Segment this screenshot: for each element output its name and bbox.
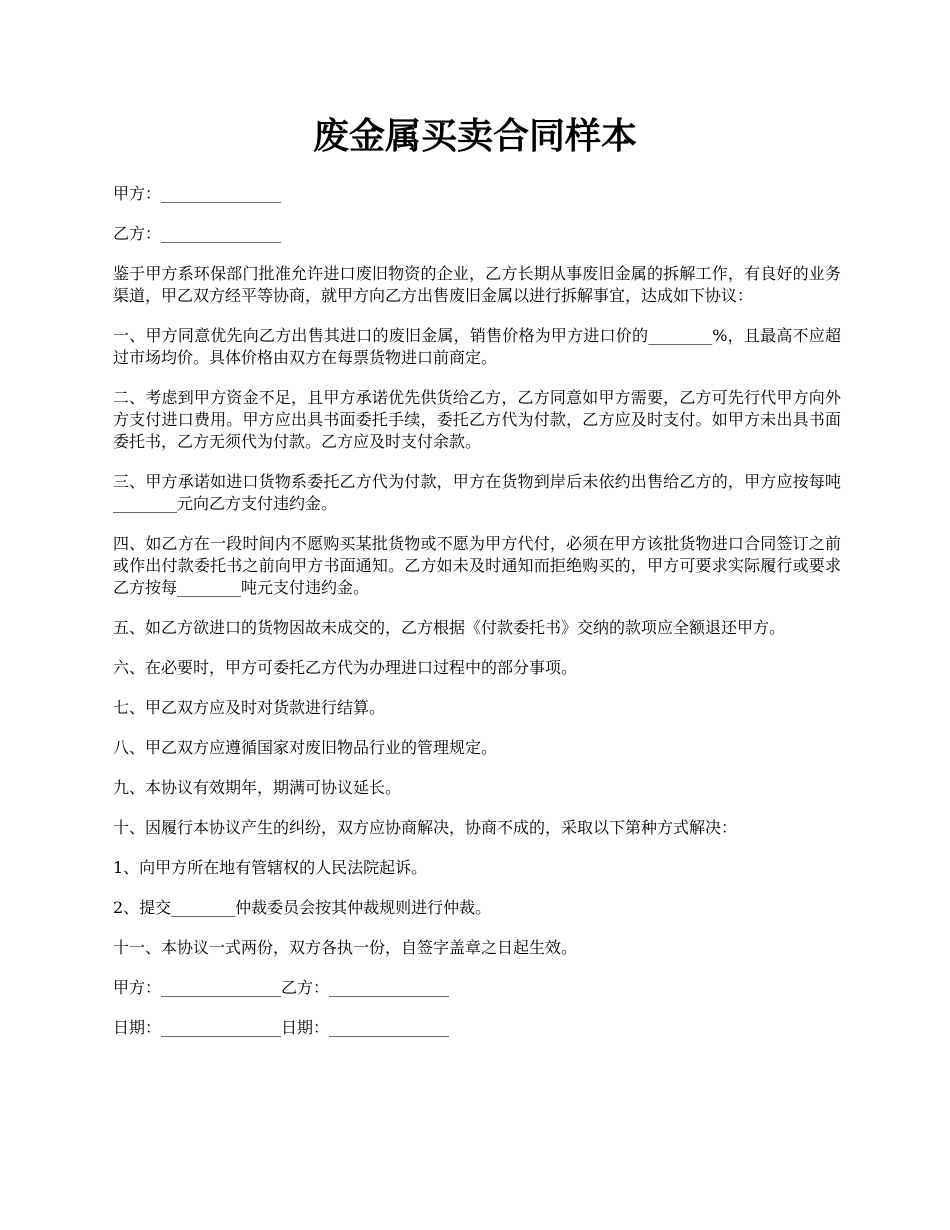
clause-11: 十一、本协议一式两份，双方各执一份，自签字盖章之日起生效。 xyxy=(113,938,578,957)
clause-2: 二、考虑到甲方资金不足，且甲方承诺优先供货给乙方，乙方同意如甲方需要，乙方可先行代甲方向外方支付进口费用。甲方应出具书面委托手续，委托乙方代为付款，乙方应及时支付。如甲方未出具书面委托书，乙方无须代为付款。乙方应及时支付余款。 xyxy=(113,388,841,451)
party-b-line: 乙方：_______________ xyxy=(113,224,282,243)
document-body xyxy=(113,183,841,1057)
preamble: 鉴于甲方系环保部门批准允许进口废旧物资的企业，乙方长期从事废旧金属的拆解工作，有良好的业务渠道，甲乙双方经平等协商，就甲方向乙方出售废旧金属以进行拆解事宜，达成如下协议： xyxy=(113,264,841,305)
date-line: 日期：_______________日期：_______________ xyxy=(113,1018,450,1037)
party-a-line: 甲方：_______________ xyxy=(113,184,282,203)
clause-7: 七、甲乙双方应及时对货款进行结算。 xyxy=(113,698,386,717)
clause-1: 一、甲方同意优先向乙方出售其进口的废旧金属，销售价格为甲方进口价的________%，且最高不应超过市场均价。具体价格由双方在每票货物进口前商定。 xyxy=(113,326,841,367)
clause-3: 三、甲方承诺如进口货物系委托乙方代为付款，甲方在货物到岸后未依约出售给乙方的，甲方应按每吨________元向乙方支付违约金。 xyxy=(113,472,841,513)
clause-10-option-1: 1、向甲方所在地有管辖权的人民法院起诉。 xyxy=(113,858,428,877)
clause-10: 十、因履行本协议产生的纠纷，双方应协商解决，协商不成的，采取以下第种方式解决： xyxy=(113,818,738,837)
document-title: 废金属买卖合同样本 xyxy=(312,115,637,157)
clause-4: 四、如乙方在一段时间内不愿购买某批货物或不愿为甲方代付，必须在甲方该批货物进口合同签订之前或作出付款委托书之前向甲方书面通知。乙方如未及时通知而拒绝购买的，甲方可要求实际履行或要求乙方按每________吨元支付违约金。 xyxy=(113,534,841,597)
clause-8: 八、甲乙双方应遵循国家对废旧物品行业的管理规定。 xyxy=(113,738,498,757)
clause-9: 九、本协议有效期年，期满可协议延长。 xyxy=(113,778,402,797)
clause-6: 六、在必要时，甲方可委托乙方代为办理进口过程中的部分事项。 xyxy=(113,658,578,677)
clause-10-option-2: 2、提交________仲裁委员会按其仲裁规则进行仲裁。 xyxy=(113,898,492,917)
signature-line: 甲方：_______________乙方：_______________ xyxy=(113,978,450,997)
clause-5: 五、如乙方欲进口的货物因故未成交的，乙方根据《付款委托书》交纳的款项应全额退还甲方。 xyxy=(113,618,786,637)
